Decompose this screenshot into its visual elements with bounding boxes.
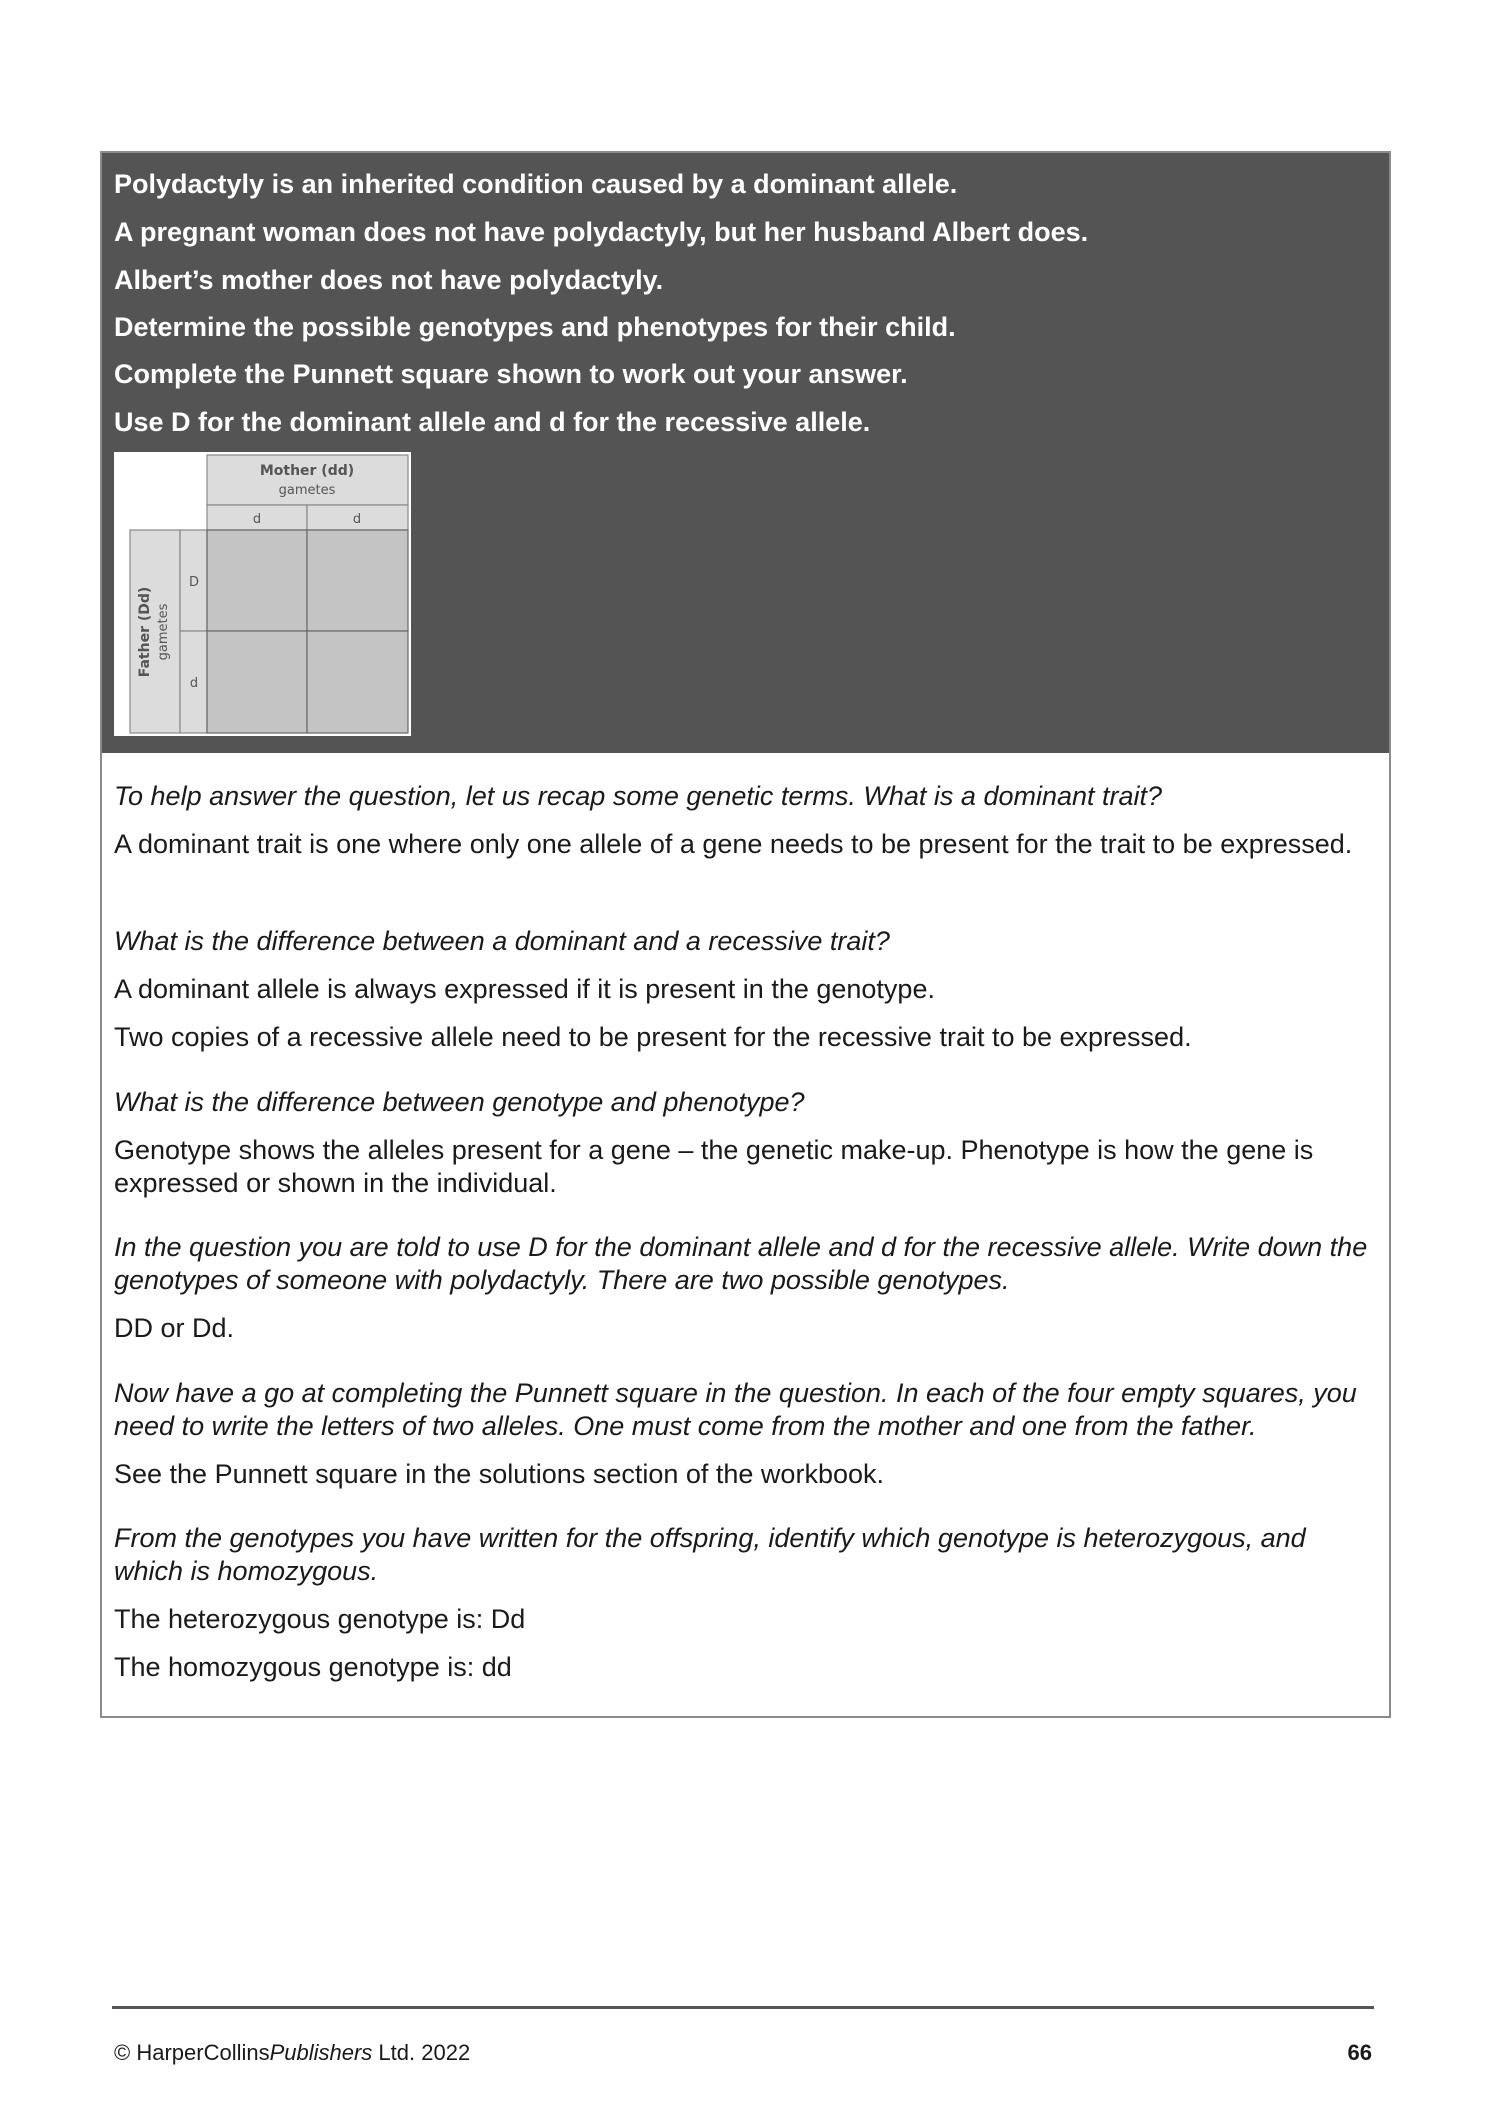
prompt-dominant-trait: To help answer the question, let us recap some genetic terms. What is a dominant trait? <box>114 781 1163 811</box>
footer-copyright <box>114 2040 470 2066</box>
punnett-cell-4[interactable] <box>307 631 408 733</box>
prompt-genotype-phenotype: What is the difference between genotype and phenotype? <box>114 1087 805 1117</box>
punnett-cell-2[interactable] <box>307 530 408 631</box>
answer-genotype-phenotype: Genotype shows the alleles present for a gene – the genetic make-up. Phenotype is how the gene is expressed or shown in the individual. <box>114 1135 1314 1198</box>
answer-recessive-allele: Two copies of a recessive allele need to be present for the recessive trait to be expressed. <box>114 1022 1192 1052</box>
punnett-square <box>114 452 411 736</box>
question-panel <box>102 153 1389 753</box>
question-line-4: Determine the possible genotypes and phenotypes for their child. <box>114 312 956 342</box>
mother-gamete-2: d <box>352 512 362 527</box>
answer-dominant-allele: A dominant allele is always expressed if it is present in the genotype. <box>114 974 935 1004</box>
mother-gametes-label: gametes <box>278 483 336 498</box>
question-line-2: A pregnant woman does not have polydactyly, but her husband Albert does. <box>114 217 1089 247</box>
answer-heterozygous: The heterozygous genotype is: Dd <box>114 1604 526 1634</box>
punnett-cell-1[interactable] <box>207 530 307 631</box>
question-box <box>100 151 1391 1718</box>
page-number: 66 <box>1347 2040 1372 2065</box>
prompt-dominant-vs-recessive: What is the difference between a dominant and a recessive trait? <box>114 926 890 956</box>
father-gametes-label: gametes <box>156 603 171 661</box>
prompt-polydactyly-genotypes: In the question you are told to use D for the dominant allele and d for the recessive allele. Write down the genotypes of someone with polydactyly. There are two possible genotypes. <box>114 1232 1368 1295</box>
question-line-5: Complete the Punnett square shown to work out your answer. <box>114 359 908 389</box>
question-line-3: Albert’s mother does not have polydactyly. <box>114 265 664 295</box>
answer-polydactyly-genotypes: DD or Dd. <box>114 1313 235 1343</box>
copyright-text: © HarperCollins <box>114 2040 270 2065</box>
punnett-cell-3[interactable] <box>207 631 307 733</box>
prompt-hetero-homozygous: From the genotypes you have written for the offspring, identify which genotype is heterozygous, and which is homozygous. <box>114 1523 1306 1586</box>
prompt-complete-punnett: Now have a go at completing the Punnett square in the question. In each of the four empty squares, you need to write the letters of two alleles. One must come from the mother and one from the father. <box>114 1378 1357 1441</box>
father-gamete-2: d <box>189 676 199 691</box>
copyright-suffix: Ltd. 2022 <box>372 2040 471 2065</box>
answer-dominant-trait: A dominant trait is one where only one allele of a gene needs to be present for the trait to be expressed. <box>114 829 1353 859</box>
question-line-6: Use D for the dominant allele and d for the recessive allele. <box>114 407 871 437</box>
mother-gamete-1: d <box>252 512 262 527</box>
footer-divider <box>112 2006 1374 2009</box>
father-label: Father (Dd) <box>137 586 153 678</box>
mother-label: Mother (dd) <box>259 463 355 479</box>
question-line-1: Polydactyly is an inherited condition caused by a dominant allele. <box>114 169 958 199</box>
answer-complete-punnett: See the Punnett square in the solutions section of the workbook. <box>114 1459 884 1489</box>
father-gamete-1: D <box>188 575 200 590</box>
answer-homozygous: The homozygous genotype is: dd <box>114 1652 512 1682</box>
publisher-italic: Publishers <box>269 2040 373 2065</box>
